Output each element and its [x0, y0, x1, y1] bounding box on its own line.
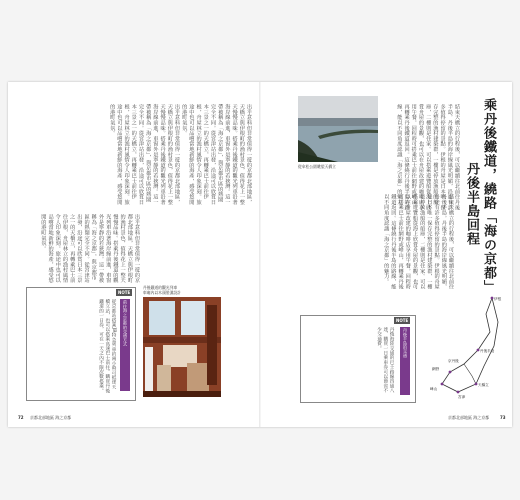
left-body-text-cont: 出乎意料但非常值得一遊的京都北部地區，天橋立與伊根町的漁村景色，值得花上一整天慢慢品味。搭乘丹後鐵道的觀光列車沿著海岸線前進，車窗外是寧靜的若狹灣。這一帶被稱為「海之京都」，與京都市區的熱鬧完全不同。從宮津站出發，沿途可以欣賞日本三景之一的天橋立，再轉乘巴士前往伊根，舟屋林立的漁村風情令人印象深刻。旅途中也可以品嚐當地新鮮的海產，感受悠閒的港町氣氛。 [40, 214, 140, 283]
train-interior-photo [143, 297, 221, 397]
right-body-text: 結束天橋立的行程後，可以繼續往北前往丹後半島。丹後半島的海岸線風光明媚，沿途有許多值得停留的景點。伊根的舟屋是日本唯一保存完整的漁村建築群，一樓是停放漁船的船庫，二樓則是住家。可以搭乘遊覽船從海上欣賞舟屋的景觀，也可以在舟屋改建的咖啡店享用午餐。回程時可搭乘巴士前往網野或峰山，再轉乘丹後鐵道返回。這條繞行丹後半島的路線，能以不同角度認識「海之京都」的魅力。 [396, 104, 460, 210]
bay-view-illustration [298, 96, 378, 162]
page-gutter [259, 82, 261, 427]
map-label-kyotango: 京丹後 [448, 359, 459, 363]
left-note-text: 從京都站搭乘JR特急列車約兩小時可抵達天橋立站，也可以搭乘高速巴士前往。購買丹後鐵道的一日券，可在一天之內不限次數搭乘。 [98, 299, 116, 393]
left-note-title: 前往海之京都的交通方式 [120, 299, 130, 391]
right-title-line-2: 丹後半島回程 [464, 162, 479, 246]
right-note-label: NOTE [396, 318, 409, 323]
amanohashidate-photo [298, 96, 378, 162]
map-label-peninsula: 丹後半島 [480, 349, 495, 353]
train-interior-illustration [143, 297, 221, 397]
right-folio-text: 京都北部地區 海之京都 [448, 415, 490, 420]
right-body-text-lower: 結束天橋立的行程後，可以繼續往北前往丹後半島。丹後半島的海岸線風光明媚，沿途有許多值得停留的景點。伊根的舟屋是日本唯一保存完整的漁村建築群，一樓是停放漁船的船庫，二樓則是住家。可以搭乘遊覽船從海上欣賞舟屋的景觀，也可以在舟屋改建的咖啡店享用午餐。回程時可搭乘巴士前往網野或峰山，再轉乘丹後鐵道返回。這條繞行丹後半島的路線，能以不同角度認識「海之京都」的魅力。 [383, 194, 454, 290]
left-folio-text: 京都北部地區 海之京都 [30, 415, 72, 420]
photo-caption-2: 車廂內以木頭裝潢設計 [143, 290, 181, 295]
route-map [428, 292, 508, 400]
map-label-mineyama: 峰山 [430, 387, 438, 391]
left-body-text-right: 出乎意料但非常值得一遊的京都北部地區，天橋立與伊根町的漁村景色，值得花上一整天慢慢品味。搭乘丹後鐵道的觀光列車沿著海岸線前進，車窗外是寧靜的若狹灣。這一帶被稱為「海之京都」，與京都市區的熱鬧完全不同。從宮津站出發，沿途可以欣賞日本三景之一的天橋立，再轉乘巴士前往伊根，舟屋林立的漁村風情令人印象深刻。旅途中也可以品嚐當地新鮮的海產，感受悠閒的港町氣氛。 [181, 104, 252, 205]
right-note-text: 丹後海陸交通的巴士路線四通八達，購買一日乘車券可以節省不少交通費。 [376, 327, 394, 393]
map-label-amanohashidate: 天橋立 [478, 383, 489, 387]
map-label-amino: 網野 [432, 367, 440, 371]
left-body-text: 出乎意料但非常值得一遊的京都北部地區，天橋立與伊根町的漁村景色，值得花上一整天慢慢品味。搭乘丹後鐵道的觀光列車沿著海岸線前進，車窗外是寧靜的若狹灣。這一帶被稱為「海之京都」，與京都市區的熱鬧完全不同。從宮津站出發，沿途可以欣賞日本三景之一的天橋立，再轉乘巴士前往伊根，舟屋林立的漁村風情令人印象深刻。旅途中也可以品嚐當地新鮮的海產，感受悠閒的港町氣氛。 [109, 104, 180, 205]
right-title-line-1: 乘丹後鐵道，繞路「海の京都」 [481, 98, 496, 294]
book-spread [8, 82, 512, 427]
right-photo-caption: 從傘松公園眺望天橋立 [298, 164, 336, 169]
right-note-title: 丹後半島的交通 [400, 327, 410, 395]
left-page-number: 72 [18, 415, 24, 420]
map-label-miyazu: 宮津 [458, 395, 466, 399]
peninsula-route-map [428, 292, 508, 400]
photo-caption-1: 丹後鐵道的觀光列車 [143, 285, 178, 290]
left-note-label: NOTE [118, 290, 131, 295]
right-page-number: 73 [500, 415, 506, 420]
map-label-ine: 伊根 [494, 297, 502, 301]
